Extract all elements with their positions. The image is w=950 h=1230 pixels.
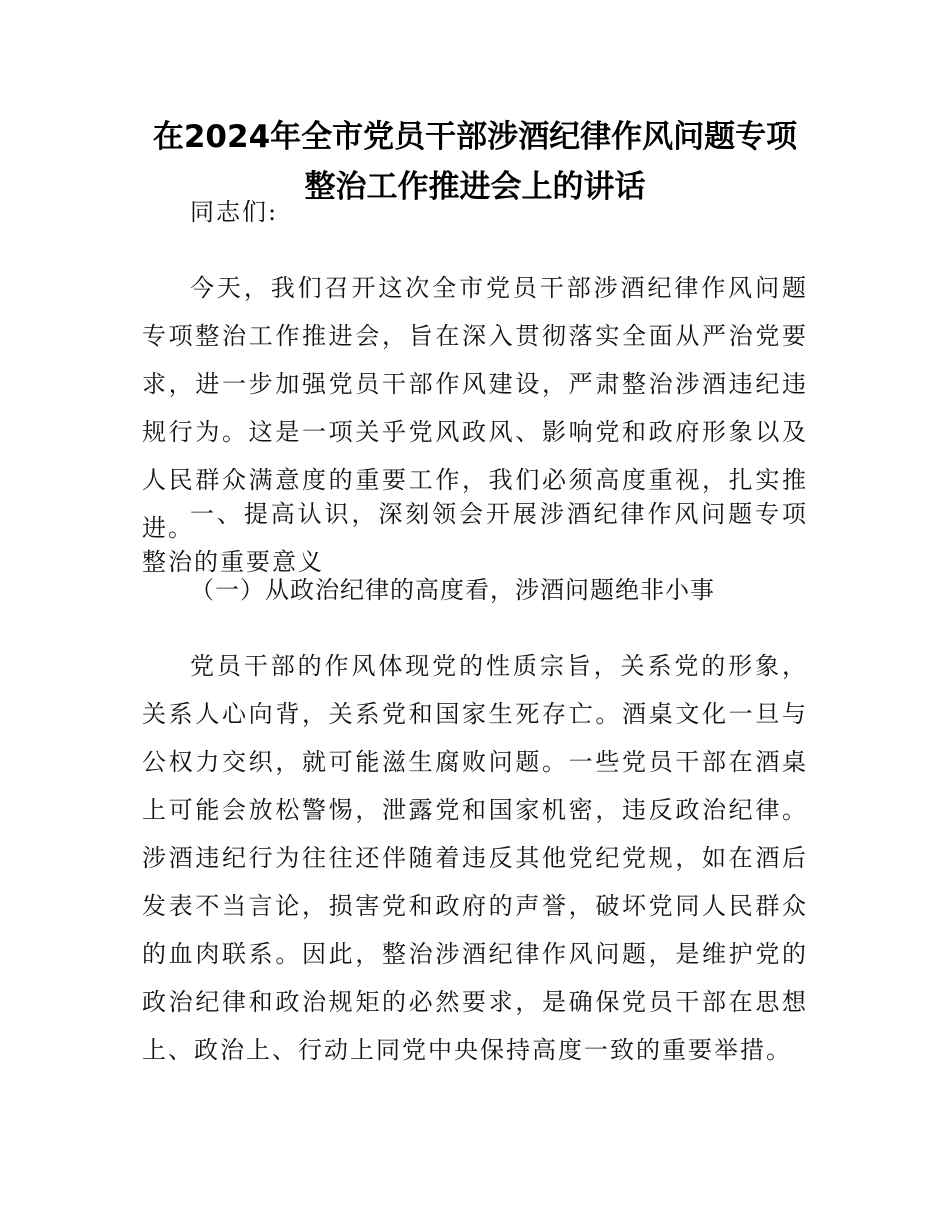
intro-paragraph: 今天，我们召开这次全市党员干部涉酒纪律作风问题专项整治工作推进会，旨在深入贯彻落实全面从严治党要求，进一步加强党员干部作风建设，严肃整治涉酒违纪违规行为。这是一项关乎党风政风、影响党和政府形象以及人民群众满意度的重要工作，我们必须高度重视，扎实推进。 — [142, 274, 808, 542]
subsection-heading-1: （一）从政治纪律的高度看，涉酒问题绝非小事 — [190, 576, 715, 604]
section-heading-1: 一、提高认识，深刻领会开展涉酒纪律作风问题专项整治的重要意义 — [142, 500, 808, 576]
title-line-2: 整治工作推进会上的讲话 — [304, 169, 646, 205]
body-paragraph-1: 党员干部的作风体现党的性质宗旨，关系党的形象，关系人心向背，关系党和国家生死存亡。酒桌文化一旦与公权力交织，就可能滋生腐败问题。一些党员干部在酒桌上可能会放松警惕，泄露党和国家机密，违反政治纪律。涉酒违纪行为往往还伴随着违反其他党纪党规，如在酒后发表不当言论，损害党和政府的声誉，破坏党同人民群众的血肉联系。因此，整治涉酒纪律作风问题，是维护党的政治纪律和政治规矩的必然要求，是确保党员干部在思想上、政治上、行动上同党中央保持高度一致的重要举措。 — [142, 652, 808, 1064]
salutation: 同志们: — [190, 198, 279, 226]
title-line-1: 在2024年全市党员干部涉酒纪律作风问题专项 — [152, 119, 798, 155]
